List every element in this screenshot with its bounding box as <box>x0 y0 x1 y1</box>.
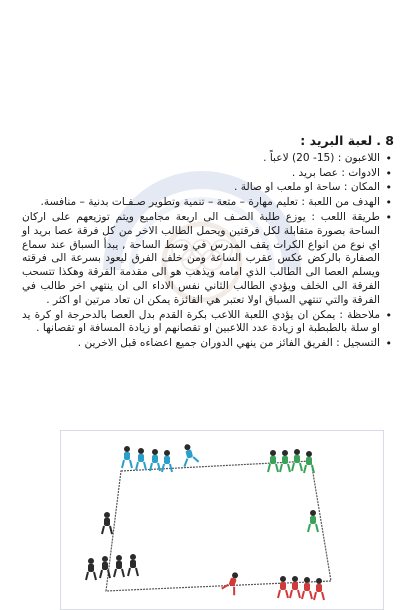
rules-list <box>22 152 394 351</box>
list-item-method: • طريقة اللعب : يوزع طلبة الصـف الى اربعة مجاميع ويتم توزيعهم على اركان الساحة بصورة متقابلة لكل فرقتين ويحمل الطالب الاخر من كل فرقة عصا بريد او اي نوع من انواع الكرات يقف المدرس في وسط الساحة , يبدأ السباق عند سماع الصفارة بالركض عكس عقرب الساعة ومن خلف الفرق ليعود بسرعة الى فرقته ويسلم العصا الى الطالب الذي امامه ويذهب هو الى مقدمة الفرقة وهكذا تتسحب الفرقة الى الخلف ويؤدي الطالب الثاني نفس الاداء الى ان ينتهي اخر طالب في الفرقة والتي تنتهي السباق اولا تعتبر هي الفائزة يمكن ان تعاد مرتين او اكثر . <box>22 211 380 308</box>
court-boundary <box>106 461 331 591</box>
section-heading <box>22 134 394 148</box>
list-item-tools: • الادوات : عصا بريد . <box>22 167 380 181</box>
relay-game-illustration <box>60 430 384 610</box>
list-item-place: • المكان : ساحة او ملعب او صالة . <box>22 181 380 195</box>
section-title: لعبة البريد : <box>300 133 373 148</box>
list-item-note: • ملاحظة : يمكن ان يؤدي اللعبة اللاعب بكرة القدم بدل العصا بالدحرجة او كرة يد او سلة بالطبطبة او زيادة عدد اللاعبين او تقصانهم او زيادة المسافة او تقصانها . <box>22 309 380 337</box>
list-item-goal: • الهدف من اللعبة : تعليم مهارة – متعة – تنمية وتطوير صـفـات بدنية – منافسة. <box>22 196 380 210</box>
game-description <box>22 134 394 352</box>
court-diagram <box>61 431 383 609</box>
list-item-scoring: • التسجيل : الفريق الفائز من ينهي الدوران جميع اعضاءه قبل الاخرين . <box>22 337 380 351</box>
list-item-players: • اللاعبون : (15- 20) لاعباً . <box>22 152 380 166</box>
section-number: 8 . <box>376 133 394 148</box>
